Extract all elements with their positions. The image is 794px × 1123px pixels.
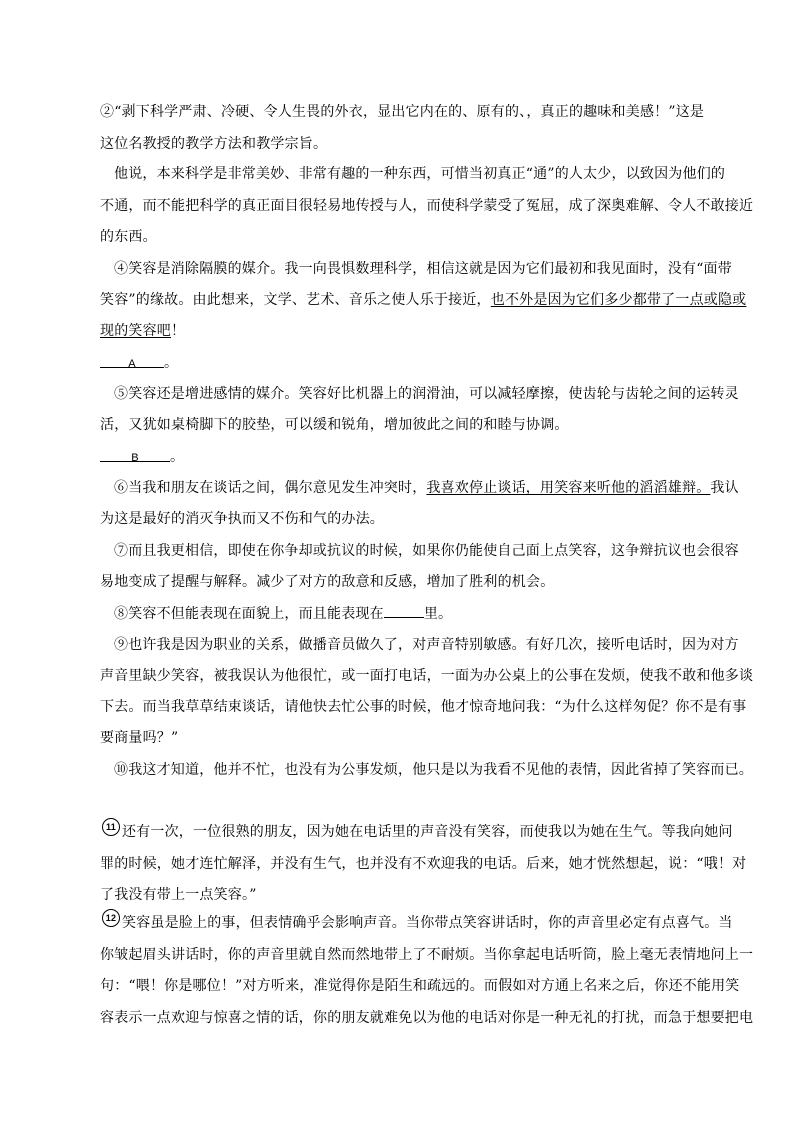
paragraph-7-line-2: 易地变成了提醒与解释。减少了对方的敌意和反感，增加了胜利的机会。: [100, 574, 555, 590]
paragraph-6-line-1-text: ⑥当我和朋友在谈话之间，偶尔意见发生冲突时，: [114, 480, 427, 496]
paragraph-3-line-2: 不通，而不能把科学的真正面目很轻易地传授与人，而使科学蒙受了冤屈，成了深奥难解、令人不敢接近: [100, 198, 754, 214]
blank-b-end: 。: [170, 449, 185, 465]
paragraph-2-line-1: ②“剥下科学严肃、冷硬、令人生畏的外衣，显出它内在的、原有的、，真正的趣味和美感！”这是: [100, 104, 705, 120]
paragraph-5-line-1: ⑤笑容还是增进感情的媒介。笑容好比机器上的润滑油，可以减轻摩擦，使齿轮与齿轮之间的运转灵: [114, 386, 739, 402]
paragraph-9-line-2: 声音里缺少笑容，被我误认为他很忙，或一面打电话，一面为办公桌上的公事在发烦，使我不敢和他多谈: [100, 668, 754, 684]
blank-c[interactable]: [384, 603, 424, 618]
paragraph-4-line-1: ④笑容是消除隔膜的媒介。我一向畏惧数理科学，相信这就是因为它们最初和我见面时，没有“面带: [114, 261, 732, 277]
paragraph-12-line-1: [102, 913, 733, 933]
paragraph-11-number: 11: [102, 818, 120, 836]
paragraph-6-line-1-tail: 我认: [710, 480, 739, 496]
blank-b-line: [100, 447, 184, 467]
paragraph-5-line-2: 活，又犹如桌椅脚下的胶垫，可以缓和锐角，增加彼此之间的和睦与协调。: [100, 417, 569, 433]
paragraph-4-line-2-text: 笑容”的缘故。由此想来，文学、艺术、音乐之使人乐于接近，: [100, 292, 491, 308]
paragraph-12-number: 12: [102, 909, 120, 927]
blank-a-label: A: [128, 358, 136, 370]
paragraph-6-line-2: 为这是最好的消灭争执而又不伤和气的办法。: [100, 511, 384, 527]
paragraph-8-text: ⑧笑容不但能表现在面貌上，而且能表现在: [114, 606, 384, 622]
blank-b[interactable]: [100, 447, 170, 462]
underlined-sentence-6: 我喜欢停止谈话，用笑容来听他的滔滔雄辩。: [426, 480, 711, 496]
paragraph-4-line-3: [100, 321, 185, 341]
paragraph-11-line-2: 罪的时候，她才连忙解泽，并没有生气，也并没有不欢迎我的电话。后来，她才恍然想起，说：“哦！对: [100, 856, 747, 872]
paragraph-12-line-2: 你皱起眉头讲话时，你的声音里就自然而然地带上了不耐烦。当你拿起电话听筒，脸上毫无表情地问上一: [100, 947, 754, 963]
blank-a-end: 。: [164, 355, 179, 371]
underlined-sentence-4-end: 现的笑容吧: [100, 323, 171, 339]
paragraph-12-line-4: 容表示一点欢迎与惊喜之情的话，你的朋友就难免以为他的电话对你是一种无礼的打扰，而急于想要把电: [100, 1010, 754, 1026]
paragraph-11-line-1: [102, 822, 733, 842]
paragraph-11-line-3: 了我没有带上一点笑容。”: [100, 887, 257, 903]
paragraph-7-line-1: ⑦而且我更相信，即使在你争却或抗议的时候，如果你仍能使自己面上点笑容，这争辩抗议也会很容: [114, 543, 739, 559]
paragraph-4-line-3-punct: ！: [171, 323, 186, 339]
paragraph-8-line-1: [114, 603, 452, 624]
blank-b-label: B: [131, 452, 139, 464]
paragraph-3-line-3: 的东西。: [100, 229, 157, 245]
paragraph-2-line-2: 这位名教授的教学方法和教学宗旨。: [100, 136, 328, 152]
paragraph-12-line-1-text: 笑容虽是脸上的事，但表情确乎会影响声音。当你带点笑容讲话时，你的声音里必定有点喜气。当: [122, 915, 733, 931]
paragraph-9-line-1: ⑨也许我是因为职业的关系，做播音员做久了，对声音特别敏感。有好几次，接听电话时，因为对方: [114, 637, 739, 653]
paragraph-8-tail: 里。: [423, 606, 453, 622]
paragraph-6-line-1: [114, 478, 739, 498]
underlined-sentence-4: 也不外是因为它们多少都带了一点或隐或: [490, 292, 747, 308]
blank-a-line: [100, 353, 178, 373]
paragraph-4-line-2: [100, 290, 746, 310]
paragraph-10-line-1: ⑩我这才知道，他并不忙，也没有为公事发烦，他只是以为我看不见他的表情，因此省掉了笑容而已。: [114, 762, 753, 778]
paragraph-11-line-1-text: 还有一次，一位很熟的朋友，因为她在电话里的声音没有笑容，而使我以为她在生气。等我向她问: [122, 824, 733, 840]
paragraph-12-line-3: 句：“喂！你是哪位！”对方听来，准觉得你是陌生和疏远的。而假如对方通上名来之后，你还不能用笑: [100, 978, 740, 994]
blank-a[interactable]: [100, 353, 164, 368]
paragraph-9-line-3: 下去。而当我草草结束谈话，请他快去忙公事的时候，他才惊奇地问我：“为什么这样匆促？你不是有事: [100, 699, 747, 715]
paragraph-3-line-1: 他说，本来科学是非常美妙、非常有趣的一种东西，可惜当初真正“通”的人太少，以致因为他们的: [114, 166, 726, 182]
paragraph-9-line-4: 要商量吗？”: [100, 730, 179, 746]
